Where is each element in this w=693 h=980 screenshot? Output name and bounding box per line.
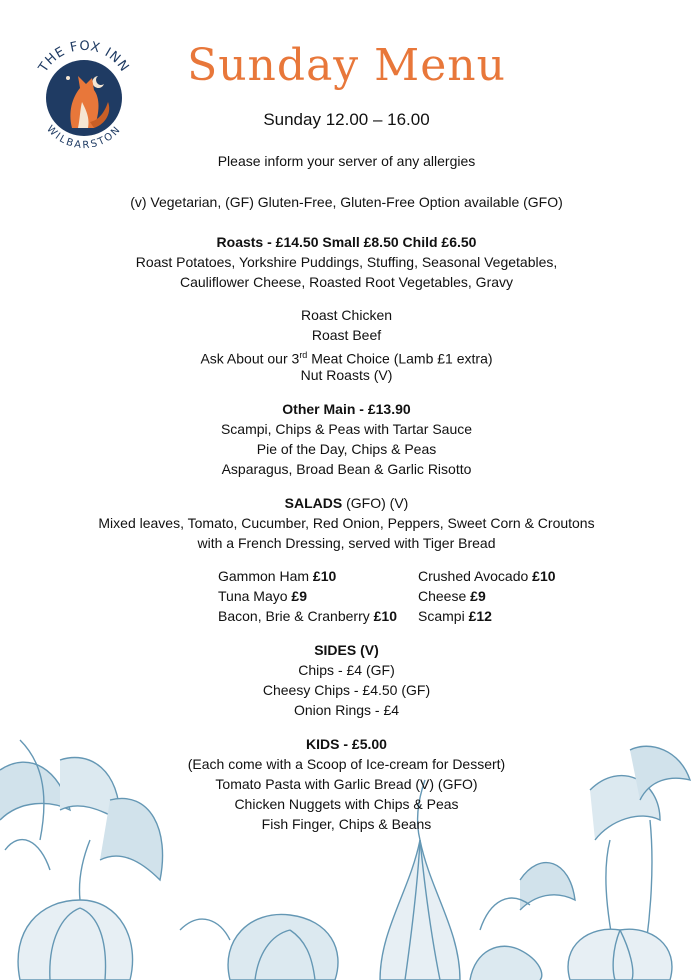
kids-heading: KIDS - £5.00	[306, 736, 387, 752]
salad-options	[218, 566, 558, 626]
side-item: Onion Rings - £4	[293, 702, 400, 718]
salads-heading: SALADS (GFO) (V)	[284, 495, 409, 511]
other-main-item: Asparagus, Broad Bean & Garlic Risotto	[221, 461, 472, 477]
kids-note: (Each come with a Scoop of Ice-cream for Dessert)	[187, 756, 506, 772]
roasts-heading: Roasts - £14.50 Small £8.50 Child £6.50	[216, 234, 477, 250]
logo-bottom-text: WILBARSTON	[44, 123, 124, 152]
salad-option-row: Gammon Ham £10 Crushed Avocado £10	[218, 568, 556, 584]
roasts-desc-2: Cauliflower Cheese, Roasted Root Vegetables, Gravy	[179, 274, 514, 290]
other-main-heading: Other Main - £13.90	[282, 401, 411, 417]
salad-option-row: Bacon, Brie & Cranberry £10 Scampi £12	[218, 608, 492, 624]
roast-item: Roast Beef	[311, 327, 382, 343]
kids-item: Fish Finger, Chips & Beans	[261, 816, 432, 832]
salad-option-row: Tuna Mayo £9 Cheese £9	[218, 588, 486, 604]
other-main-item: Pie of the Day, Chips & Peas	[256, 441, 437, 457]
other-main-item: Scampi, Chips & Peas with Tartar Sauce	[220, 421, 473, 437]
allergy-note: Please inform your server of any allergies	[217, 153, 476, 169]
page-title: Sunday Menu	[187, 40, 506, 91]
kids-item: Chicken Nuggets with Chips & Peas	[234, 796, 459, 812]
logo-top-text: THE FOX INN	[36, 38, 132, 76]
roast-meat-choice: Ask About our 3rd Meat Choice (Lamb £1 extra)	[200, 350, 493, 367]
salads-desc-1: Mixed leaves, Tomato, Cucumber, Red Onion, Peppers, Sweet Corn & Croutons	[98, 515, 595, 531]
kids-item: Tomato Pasta with Garlic Bread (V) (GFO)	[215, 776, 478, 792]
roasts-desc-1: Roast Potatoes, Yorkshire Puddings, Stuffing, Seasonal Vegetables,	[135, 254, 558, 270]
salads-desc-2: with a French Dressing, served with Tiger Bread	[197, 535, 496, 551]
side-item: Cheesy Chips - £4.50 (GF)	[262, 682, 431, 698]
roast-item: Roast Chicken	[300, 307, 393, 323]
sides-heading: SIDES (V)	[314, 642, 379, 658]
roast-item: Nut Roasts (V)	[300, 367, 393, 383]
dietary-legend: (v) Vegetarian, (GF) Gluten-Free, Gluten-Free Option available (GFO)	[130, 194, 563, 210]
opening-hours: Sunday 12.00 – 16.00	[263, 110, 430, 129]
side-item: Chips - £4 (GF)	[298, 662, 395, 678]
